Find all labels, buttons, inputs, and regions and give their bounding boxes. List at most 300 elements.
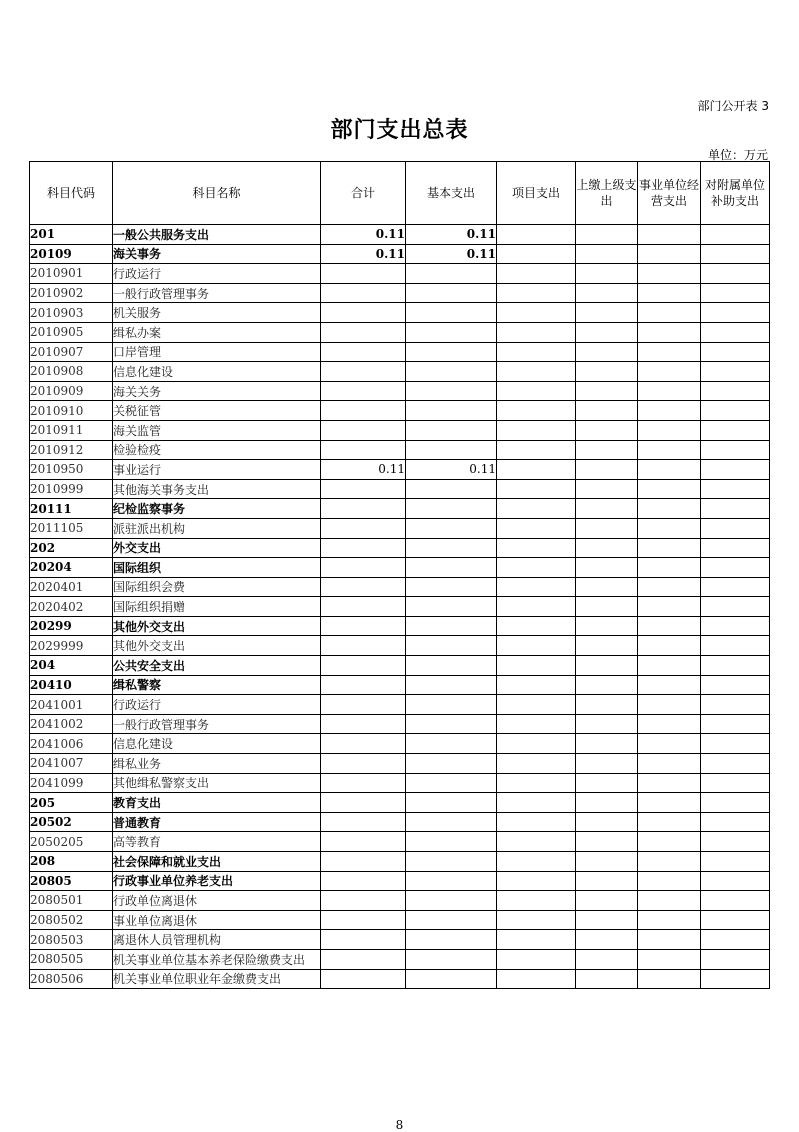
row-total [321, 499, 406, 519]
row-basic [406, 322, 497, 342]
row-project [497, 871, 576, 891]
row-operation [638, 695, 701, 715]
table-row [30, 871, 770, 891]
row-basic [406, 891, 497, 911]
row-total [321, 891, 406, 911]
row-name: 高等教育 [113, 832, 321, 852]
row-basic [406, 910, 497, 930]
row-operation [638, 518, 701, 538]
row-project [497, 930, 576, 950]
row-total [321, 636, 406, 656]
row-operation [638, 871, 701, 891]
row-basic [406, 734, 497, 754]
expenditure-table [29, 161, 770, 989]
row-code: 2010911 [30, 420, 113, 440]
row-name: 机关事业单位职业年金缴费支出 [113, 969, 321, 989]
row-name: 事业单位离退休 [113, 910, 321, 930]
row-remit [576, 636, 638, 656]
row-project [497, 969, 576, 989]
table-row [30, 225, 770, 245]
row-name: 行政事业单位养老支出 [113, 871, 321, 891]
row-total [321, 734, 406, 754]
table-row [30, 656, 770, 676]
row-name: 行政运行 [113, 695, 321, 715]
table-row [30, 812, 770, 832]
row-project [497, 322, 576, 342]
row-name: 公共安全支出 [113, 656, 321, 676]
page-number: 8 [395, 1118, 404, 1132]
row-operation [638, 499, 701, 519]
row-project [497, 754, 576, 774]
row-name: 关税征管 [113, 401, 321, 421]
row-remit [576, 734, 638, 754]
row-project [497, 499, 576, 519]
table-row [30, 558, 770, 578]
header-total: 合计 [321, 162, 406, 225]
table-row [30, 910, 770, 930]
row-subsidy [701, 303, 770, 323]
row-code: 2041007 [30, 754, 113, 774]
row-basic [406, 675, 497, 695]
row-basic [406, 538, 497, 558]
row-name: 纪检监察事务 [113, 499, 321, 519]
row-basic [406, 636, 497, 656]
row-project [497, 734, 576, 754]
row-operation [638, 244, 701, 264]
row-name: 信息化建设 [113, 734, 321, 754]
row-project [497, 832, 576, 852]
row-total [321, 910, 406, 930]
row-project [497, 381, 576, 401]
row-remit [576, 558, 638, 578]
row-subsidy [701, 420, 770, 440]
row-remit [576, 420, 638, 440]
row-name: 事业运行 [113, 460, 321, 480]
table-row [30, 381, 770, 401]
row-operation [638, 891, 701, 911]
row-subsidy [701, 812, 770, 832]
row-operation [638, 832, 701, 852]
row-total [321, 832, 406, 852]
row-total [321, 264, 406, 284]
row-code: 2010907 [30, 342, 113, 362]
row-project [497, 440, 576, 460]
row-operation [638, 616, 701, 636]
row-operation [638, 930, 701, 950]
row-code: 20204 [30, 558, 113, 578]
row-remit [576, 852, 638, 872]
table-row [30, 793, 770, 813]
header-name: 科目名称 [113, 162, 321, 225]
row-name: 其他外交支出 [113, 636, 321, 656]
table-row [30, 303, 770, 323]
row-subsidy [701, 832, 770, 852]
row-subsidy [701, 734, 770, 754]
row-code: 20111 [30, 499, 113, 519]
unit-label: 单位：万元 [707, 148, 768, 162]
row-project [497, 460, 576, 480]
row-basic [406, 852, 497, 872]
row-name: 缉私警察 [113, 675, 321, 695]
row-project [497, 793, 576, 813]
row-basic [406, 577, 497, 597]
row-basic [406, 656, 497, 676]
table-row [30, 597, 770, 617]
row-name: 国际组织会费 [113, 577, 321, 597]
row-basic: 0.11 [406, 244, 497, 264]
row-code: 20109 [30, 244, 113, 264]
row-total [321, 401, 406, 421]
table-row [30, 636, 770, 656]
row-subsidy [701, 910, 770, 930]
row-operation [638, 636, 701, 656]
table-row [30, 342, 770, 362]
row-name: 国际组织 [113, 558, 321, 578]
row-subsidy [701, 342, 770, 362]
row-name: 其他外交支出 [113, 616, 321, 636]
row-basic [406, 420, 497, 440]
row-project [497, 401, 576, 421]
row-remit [576, 401, 638, 421]
row-operation [638, 401, 701, 421]
table-row [30, 969, 770, 989]
row-operation [638, 342, 701, 362]
form-number-label: 部门公开表 3 [697, 99, 769, 113]
row-code: 20299 [30, 616, 113, 636]
row-code: 20410 [30, 675, 113, 695]
row-operation [638, 479, 701, 499]
table-row [30, 930, 770, 950]
row-code: 2080502 [30, 910, 113, 930]
row-remit [576, 930, 638, 950]
row-basic [406, 754, 497, 774]
row-subsidy [701, 538, 770, 558]
row-basic [406, 695, 497, 715]
row-project [497, 656, 576, 676]
row-operation [638, 949, 701, 969]
row-project [497, 852, 576, 872]
row-remit [576, 871, 638, 891]
header-subsidy: 对附属单位补助支出 [701, 162, 770, 225]
row-total [321, 930, 406, 950]
row-code: 2010910 [30, 401, 113, 421]
row-project [497, 891, 576, 911]
row-subsidy [701, 264, 770, 284]
row-project [497, 616, 576, 636]
row-remit [576, 597, 638, 617]
table-row [30, 754, 770, 774]
row-subsidy [701, 362, 770, 382]
row-remit [576, 793, 638, 813]
row-basic [406, 283, 497, 303]
table-row [30, 949, 770, 969]
row-remit [576, 616, 638, 636]
row-operation [638, 577, 701, 597]
row-basic [406, 930, 497, 950]
row-name: 教育支出 [113, 793, 321, 813]
row-total [321, 656, 406, 676]
table-row [30, 283, 770, 303]
row-subsidy [701, 793, 770, 813]
row-name: 机关事业单位基本养老保险缴费支出 [113, 949, 321, 969]
row-project [497, 714, 576, 734]
row-code: 2010950 [30, 460, 113, 480]
row-total [321, 597, 406, 617]
row-remit [576, 714, 638, 734]
row-project [497, 420, 576, 440]
table-body [30, 225, 770, 989]
row-total [321, 675, 406, 695]
row-project [497, 636, 576, 656]
row-remit [576, 695, 638, 715]
row-basic [406, 949, 497, 969]
row-operation [638, 910, 701, 930]
row-basic [406, 440, 497, 460]
row-code: 2041002 [30, 714, 113, 734]
row-name: 信息化建设 [113, 362, 321, 382]
row-operation [638, 558, 701, 578]
row-code: 2010901 [30, 264, 113, 284]
row-remit [576, 499, 638, 519]
row-total [321, 852, 406, 872]
header-remit: 上缴上级支出 [576, 162, 638, 225]
table-row [30, 734, 770, 754]
table-row [30, 852, 770, 872]
row-remit [576, 479, 638, 499]
row-operation [638, 460, 701, 480]
row-total [321, 812, 406, 832]
row-subsidy [701, 656, 770, 676]
row-remit [576, 460, 638, 480]
row-project [497, 362, 576, 382]
row-remit [576, 656, 638, 676]
row-code: 202 [30, 538, 113, 558]
row-basic [406, 597, 497, 617]
row-operation [638, 538, 701, 558]
row-name: 外交支出 [113, 538, 321, 558]
row-project [497, 675, 576, 695]
header-operation: 事业单位经营支出 [638, 162, 701, 225]
row-remit [576, 362, 638, 382]
row-basic [406, 714, 497, 734]
row-total [321, 969, 406, 989]
row-name: 机关服务 [113, 303, 321, 323]
table-header-row [30, 162, 770, 225]
table-row [30, 420, 770, 440]
row-name: 缉私业务 [113, 754, 321, 774]
row-code: 20502 [30, 812, 113, 832]
row-total: 0.11 [321, 244, 406, 264]
row-total [321, 773, 406, 793]
row-subsidy [701, 283, 770, 303]
row-basic [406, 773, 497, 793]
row-code: 2041001 [30, 695, 113, 715]
row-subsidy [701, 479, 770, 499]
table-row [30, 714, 770, 734]
row-basic [406, 969, 497, 989]
row-subsidy [701, 597, 770, 617]
row-project [497, 773, 576, 793]
row-remit [576, 264, 638, 284]
row-operation [638, 440, 701, 460]
row-basic [406, 499, 497, 519]
row-basic [406, 381, 497, 401]
row-code: 205 [30, 793, 113, 813]
row-subsidy [701, 930, 770, 950]
row-basic [406, 342, 497, 362]
row-operation [638, 381, 701, 401]
row-subsidy [701, 773, 770, 793]
row-total [321, 362, 406, 382]
row-name: 一般行政管理事务 [113, 714, 321, 734]
row-remit [576, 225, 638, 245]
row-total [321, 479, 406, 499]
header-code: 科目代码 [30, 162, 113, 225]
row-code: 2010912 [30, 440, 113, 460]
row-subsidy [701, 381, 770, 401]
row-subsidy [701, 225, 770, 245]
row-remit [576, 832, 638, 852]
row-operation [638, 714, 701, 734]
row-subsidy [701, 499, 770, 519]
row-code: 2010902 [30, 283, 113, 303]
row-code: 208 [30, 852, 113, 872]
row-basic [406, 812, 497, 832]
row-project [497, 558, 576, 578]
row-project [497, 518, 576, 538]
table-row [30, 460, 770, 480]
row-basic [406, 558, 497, 578]
row-total [321, 420, 406, 440]
row-remit [576, 303, 638, 323]
row-code: 2080501 [30, 891, 113, 911]
row-remit [576, 812, 638, 832]
table-row [30, 538, 770, 558]
row-project [497, 244, 576, 264]
row-total [321, 440, 406, 460]
row-basic [406, 479, 497, 499]
row-operation [638, 225, 701, 245]
row-remit [576, 969, 638, 989]
row-remit [576, 949, 638, 969]
row-remit [576, 754, 638, 774]
row-operation [638, 773, 701, 793]
row-total [321, 871, 406, 891]
table-row [30, 773, 770, 793]
row-project [497, 264, 576, 284]
row-project [497, 695, 576, 715]
row-basic: 0.11 [406, 460, 497, 480]
table-row [30, 440, 770, 460]
row-subsidy [701, 675, 770, 695]
row-basic [406, 362, 497, 382]
row-code: 204 [30, 656, 113, 676]
row-basic [406, 616, 497, 636]
row-name: 行政单位离退休 [113, 891, 321, 911]
row-project [497, 225, 576, 245]
row-remit [576, 891, 638, 911]
row-subsidy [701, 244, 770, 264]
row-subsidy [701, 891, 770, 911]
row-total: 0.11 [321, 225, 406, 245]
row-basic [406, 518, 497, 538]
row-remit [576, 381, 638, 401]
row-operation [638, 322, 701, 342]
table-row [30, 322, 770, 342]
row-operation [638, 754, 701, 774]
row-code: 2010905 [30, 322, 113, 342]
row-total [321, 558, 406, 578]
row-code: 2010909 [30, 381, 113, 401]
row-subsidy [701, 949, 770, 969]
row-project [497, 342, 576, 362]
row-subsidy [701, 440, 770, 460]
row-operation [638, 264, 701, 284]
row-total [321, 303, 406, 323]
row-total: 0.11 [321, 460, 406, 480]
row-total [321, 695, 406, 715]
row-name: 派驻派出机构 [113, 518, 321, 538]
row-code: 2050205 [30, 832, 113, 852]
row-subsidy [701, 695, 770, 715]
row-total [321, 342, 406, 362]
row-total [321, 518, 406, 538]
row-project [497, 597, 576, 617]
row-remit [576, 322, 638, 342]
row-project [497, 949, 576, 969]
row-basic [406, 832, 497, 852]
table-row [30, 695, 770, 715]
row-name: 检验检疫 [113, 440, 321, 460]
row-operation [638, 675, 701, 695]
row-project [497, 538, 576, 558]
table-row [30, 577, 770, 597]
row-total [321, 577, 406, 597]
row-subsidy [701, 460, 770, 480]
row-total [321, 283, 406, 303]
row-remit [576, 244, 638, 264]
row-code: 2020401 [30, 577, 113, 597]
row-subsidy [701, 754, 770, 774]
row-operation [638, 597, 701, 617]
row-name: 口岸管理 [113, 342, 321, 362]
row-operation [638, 969, 701, 989]
row-operation [638, 362, 701, 382]
row-subsidy [701, 558, 770, 578]
table-row [30, 362, 770, 382]
row-remit [576, 910, 638, 930]
row-code: 2011105 [30, 518, 113, 538]
row-name: 一般公共服务支出 [113, 225, 321, 245]
row-name: 社会保障和就业支出 [113, 852, 321, 872]
row-operation [638, 283, 701, 303]
row-total [321, 949, 406, 969]
row-name: 一般行政管理事务 [113, 283, 321, 303]
row-name: 其他缉私警察支出 [113, 773, 321, 793]
row-total [321, 538, 406, 558]
row-project [497, 812, 576, 832]
row-remit [576, 675, 638, 695]
row-operation [638, 734, 701, 754]
table-row [30, 675, 770, 695]
row-subsidy [701, 636, 770, 656]
table-row [30, 264, 770, 284]
row-name: 普通教育 [113, 812, 321, 832]
row-subsidy [701, 322, 770, 342]
row-remit [576, 283, 638, 303]
row-basic [406, 871, 497, 891]
row-total [321, 616, 406, 636]
